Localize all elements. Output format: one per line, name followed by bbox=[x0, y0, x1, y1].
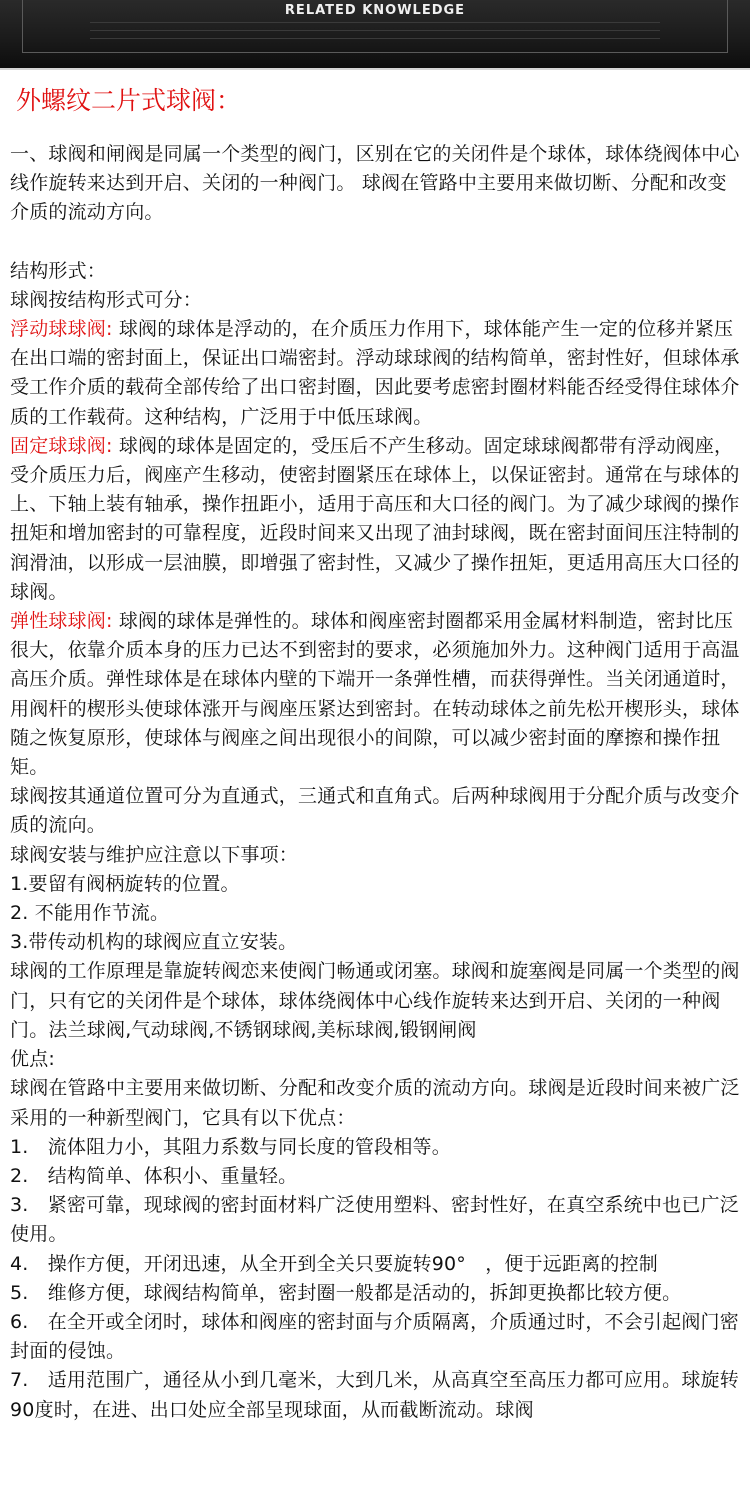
spacer bbox=[10, 228, 742, 257]
header-banner bbox=[0, 0, 750, 70]
page-title: 外螺纹二片式球阀： bbox=[16, 86, 242, 115]
elastic-ball-label: 弹性球球阀: bbox=[10, 610, 113, 633]
intro-paragraph: 一、球阀和闸阀是同属一个类型的阀门，区别在它的关闭件是个球体，球体绕阀体中心线作旋转来达到开启、关闭的一种阀门。 球阀在管路中主要用来做切断、分配和改变介质的流动方向。 bbox=[10, 143, 740, 224]
structure-heading: 结构形式： bbox=[10, 259, 107, 282]
list-item: 4. 操作方便，开闭迅速，从全开到全关只要旋转90° ，便于远距离的控制 bbox=[10, 1252, 659, 1275]
fixed-ball-text: 球阀的球体是固定的，受压后不产生移动。固定球球阀都带有浮动阀座，受介质压力后，阀座产生移动，使密封圈紧压在球体上，以保证密封。通常在与球体的上、下轴上装有轴承，操作扭距小，适用于高压和大口径的阀门。为了减少球阀的操作扭矩和增加密封的可靠程度，近段时间来又出现了油封球阀，既在密封面间压注特制的润滑油，以形成一层油膜，即增强了密封性，又减少了操作扭矩，更适用高压大口径的球阀。 bbox=[10, 434, 740, 603]
floating-ball-label: 浮动球球阀: bbox=[10, 318, 113, 341]
structure-lead: 球阀按结构形式可分： bbox=[10, 288, 203, 311]
list-item: 1.要留有阀柄旋转的位置。 bbox=[10, 872, 240, 895]
floating-ball-paragraph bbox=[10, 315, 742, 432]
banner-fine-line bbox=[90, 30, 660, 31]
content-column bbox=[10, 140, 742, 1425]
list-item: 5. 维修方便，球阀结构简单，密封圈一般都是活动的，拆卸更换都比较方便。 bbox=[10, 1281, 682, 1304]
banner-title: RELATED KNOWLEDGE bbox=[284, 3, 466, 18]
fixed-ball-label: 固定球球阀: bbox=[10, 434, 113, 457]
advantages-lead: 球阀在管路中主要用来做切断、分配和改变介质的流动方向。球阀是近段时间来被广泛采用的一种新型阀门，它具有以下优点： bbox=[10, 1077, 740, 1129]
principle-paragraph: 球阀的工作原理是靠旋转阀恋来使阀门畅通或闭塞。球阀和旋塞阀是同属一个类型的阀门，只有它的关闭件是个球体，球体绕阀体中心线作旋转来达到开启、关闭的一种阀门。法兰球阀,气动球阀,不锈钢球阀,美标球阀,锻钢闸阀 bbox=[10, 960, 740, 1041]
list-item: 3.带传动机构的球阀应直立安装。 bbox=[10, 931, 298, 954]
elastic-ball-paragraph bbox=[10, 607, 742, 782]
list-item: 2. 结构简单、体积小、重量轻。 bbox=[10, 1164, 298, 1187]
advantages-heading: 优点: bbox=[10, 1048, 56, 1071]
installation-heading: 球阀安装与维护应注意以下事项： bbox=[10, 843, 299, 866]
list-item: 1. 流体阻力小，其阻力系数与同长度的管段相等。 bbox=[10, 1135, 451, 1158]
list-item: 2. 不能用作节流。 bbox=[10, 902, 170, 925]
floating-ball-text: 球阀的球体是浮动的，在介质压力作用下，球体能产生一定的位移并紧压在出口端的密封面上，保证出口端密封。浮动球球阀的结构简单，密封性好，但球体承受工作介质的载荷全部传给了出口密封圈，因此要考虑密封圈材料能否经受得住球体介质的工作载荷。这种结构，广泛用于中低压球阀。 bbox=[10, 318, 740, 428]
elastic-ball-text: 球阀的球体是弹性的。球体和阀座密封圈都采用金属材料制造，密封比压很大，依靠介质本身的压力已达不到密封的要求，必须施加外力。这种阀门适用于高温高压介质。弹性球体是在球体内壁的下端开一条弹性槽，而获得弹性。当关闭通道时，用阀杆的楔形头使球体涨开与阀座压紧达到密封。在转动球体之前先松开楔形头，球体随之恢复原形，使球体与阀座之间出现很小的间隙，可以减少密封面的摩擦和操作扭矩。 bbox=[10, 610, 740, 779]
banner-fine-line bbox=[90, 38, 660, 39]
channel-paragraph: 球阀按其通道位置可分为直通式，三通式和直角式。后两种球阀用于分配介质与改变介质的流向。 bbox=[10, 785, 740, 837]
list-item: 7. 适用范围广，通径从小到几毫米，大到几米，从高真空至高压力都可应用。球旋转90度时，在进、出口处应全部呈现球面，从而截断流动。球阀 bbox=[10, 1369, 739, 1421]
list-item: 3. 紧密可靠，现球阀的密封面材料广泛使用塑料、密封性好，在真空系统中也已广泛使用。 bbox=[10, 1194, 739, 1246]
fixed-ball-paragraph bbox=[10, 432, 742, 607]
banner-fine-line bbox=[90, 22, 660, 23]
list-item: 6. 在全开或全闭时，球体和阀座的密封面与介质隔离，介质通过时，不会引起阀门密封面的侵蚀。 bbox=[10, 1310, 739, 1363]
